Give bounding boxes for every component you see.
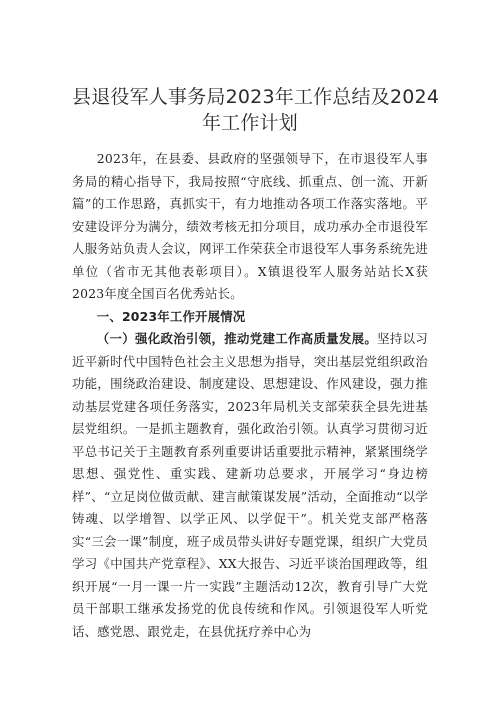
intro-paragraph: 2023年，在县委、县政府的坚强领导下，在市退役军人事务局的精心指导下，我局按照“守底线、抓重点、创一流、开新篇”的工作思路，真抓实干，有力地推动各项工作落实落地。平安建设评分为满分，绩效考核无扣分项目，成功承办全市退役军人服务站负责人会议，网评工作荣获全市退役军人事务系统先进单位（省市无其他表彰项目）。X镇退役军人服务站站长X获2023年度全国百名优秀站长。	[72, 151, 428, 301]
subsection-1-text: 坚持以习近平新时代中国特色社会主义思想为指导，突出基层党组织政治功能，围绕政治建设、制度建设、思想建设、作风建设，强力推动基层党建各项任务落实，2023年局机关支部荣获全县先进基层党组织。一是抓主题教育，强化政治引领。认真学习贯彻习近平总书记关于主题教育系列重要讲话重要批示精神，紧紧围绕学思想、强党性、重实践、建新功总要求，开展学习“身边榜样”、“立足岗位做贡献、建言献策谋发展”活动，全面推动“以学铸魂、以学增智、以学正风、以学促干”。机关党支部严格落实“三会一课”制度，班子成员带头讲好专题党课，组织广大党员学习《中国共产党章程》、XX大报告、习近平谈治国理政等，组织开展“一月一课一片一实践”主题活动12次，教育引导广大党员干部职工继承发扬党的优良传统和作风。引领退役军人听党话、感党恩、跟党走，在县优抚疗养中心为	[72, 331, 428, 639]
section-1-heading: 一、2023年工作开展情况	[96, 308, 246, 324]
subsection-1-paragraph	[72, 328, 428, 643]
document-title	[72, 84, 440, 136]
document-title-line-2: 年工作计划	[201, 112, 298, 134]
document-title-line-1: 县退役军人事务局2023年工作总结及2024	[72, 86, 440, 108]
document-body	[72, 148, 428, 643]
subsection-1-lead: （一）强化政治引领，推动党建工作高质量发展。	[96, 331, 378, 346]
